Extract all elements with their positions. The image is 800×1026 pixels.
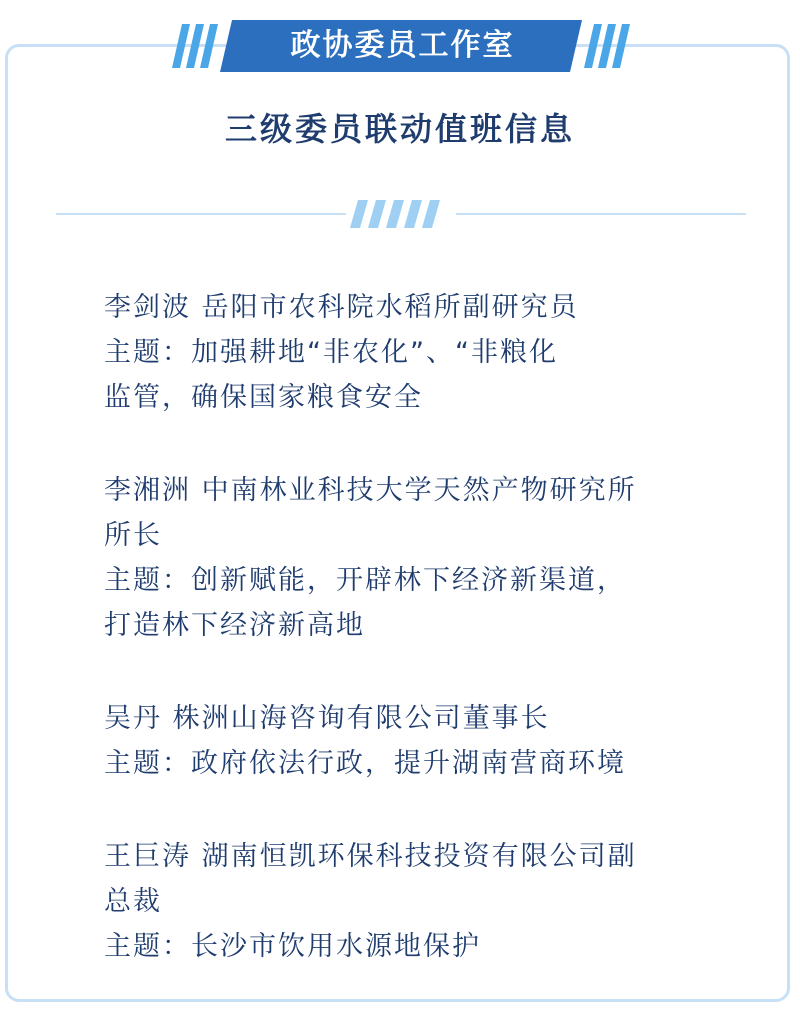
divider-stripe — [386, 200, 404, 228]
banner-stripe — [172, 24, 190, 68]
divider-stripe — [350, 200, 368, 228]
divider-right — [456, 213, 746, 215]
topic-line: 主题：创新赋能，开辟林下经济新渠道， — [104, 565, 626, 596]
topic-line: 主题：加强耕地“非农化”、“非粮化 — [104, 337, 558, 368]
divider-stripe — [404, 200, 422, 228]
list-item — [104, 285, 704, 420]
list-item — [104, 834, 704, 969]
member-line: 吴丹 株洲山海咨询有限公司董事长 — [104, 703, 550, 734]
list-item — [104, 468, 704, 648]
member-line: 总裁 — [104, 886, 162, 917]
header-title: 政协委员工作室 — [290, 28, 515, 63]
divider-stripes — [346, 198, 456, 230]
banner-stripe — [612, 24, 630, 68]
topic-line: 主题：政府依法行政，提升湖南营商环境 — [104, 748, 626, 779]
divider-stripe — [422, 200, 440, 228]
banner-stripe — [200, 24, 218, 68]
member-line: 所长 — [104, 520, 162, 551]
member-line: 李剑波 岳阳市农科院水稻所副研究员 — [104, 292, 579, 323]
list-item — [104, 696, 704, 786]
duty-list — [104, 285, 704, 1017]
banner-stripe — [598, 24, 616, 68]
banner-stripe — [584, 24, 602, 68]
member-line: 李湘洲 中南林业科技大学天然产物研究所 — [104, 475, 637, 506]
divider-stripe — [368, 200, 386, 228]
topic-line: 打造林下经济新高地 — [104, 610, 365, 641]
header-banner — [170, 20, 632, 72]
divider-left — [56, 213, 346, 215]
topic-line: 监管，确保国家粮食安全 — [104, 382, 423, 413]
page-subtitle: 三级委员联动值班信息 — [224, 110, 575, 148]
topic-line: 主题：长沙市饮用水源地保护 — [104, 931, 481, 962]
member-line: 王巨涛 湖南恒凯环保科技投资有限公司副 — [104, 841, 637, 872]
banner-stripe — [186, 24, 204, 68]
